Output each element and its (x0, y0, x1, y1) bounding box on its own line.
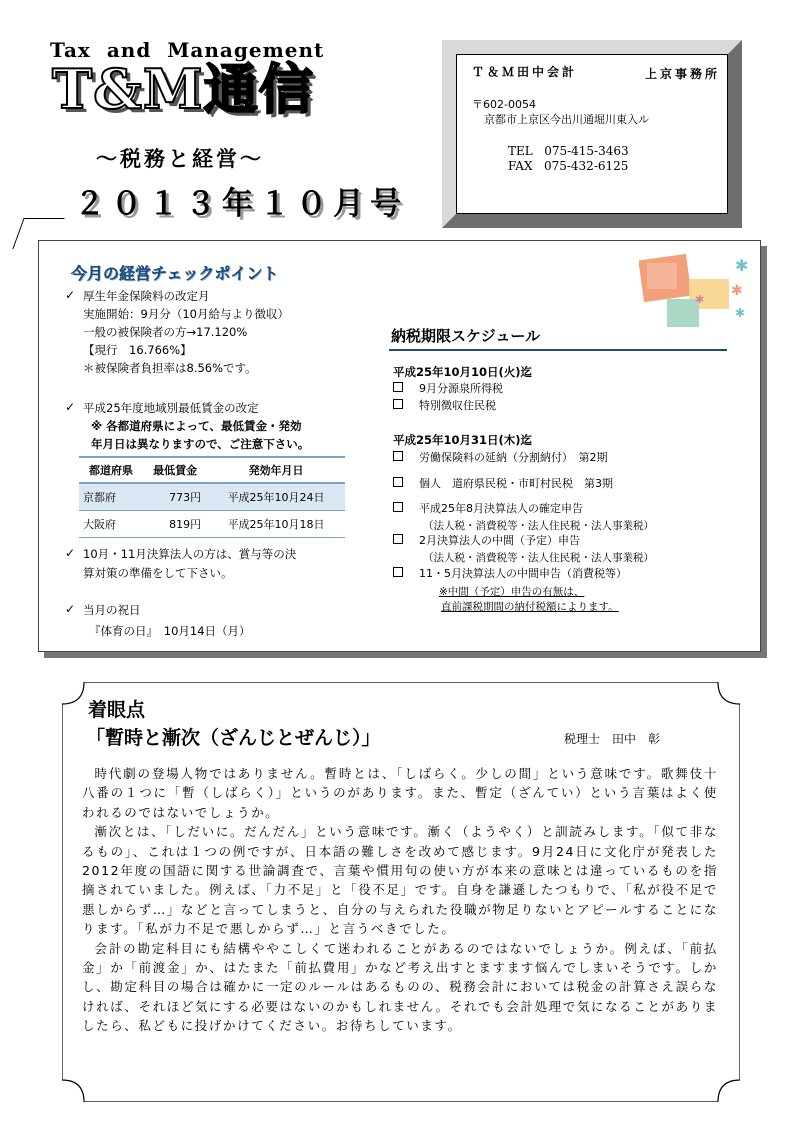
schedule-item (393, 501, 583, 516)
schedule-item (393, 533, 580, 548)
checkbox-icon (393, 477, 403, 487)
checkbox-icon (393, 567, 403, 577)
minimum-wage-table (79, 456, 345, 538)
masthead-subtitle: ～税務と経営～ (96, 146, 264, 171)
branch-name: 上京事務所 (644, 67, 720, 81)
table-header-row (79, 457, 345, 483)
checkbox-icon (393, 451, 403, 461)
pension-line: 一般の被保険者の方→17.120% (83, 325, 248, 339)
schedule-note: 直前課税期間の納付税額によります。 (441, 601, 619, 613)
issue-date: ２０１３年１０月号 (74, 186, 407, 222)
table-row (79, 483, 345, 511)
svg-text:✱: ✱ (695, 293, 705, 306)
svg-text:✱: ✱ (735, 256, 749, 275)
fax-number: 075-432-6125 (543, 159, 629, 173)
schedule-deadline: 平成25年10月31日(木)迄 (393, 433, 533, 447)
bonus-line: 算対策の準備をして下さい。 (83, 566, 233, 580)
schedule-item-label: 11・5月決算法人の中間申告（消費税等） (419, 567, 627, 580)
article-label: 着眼点 (88, 699, 146, 721)
cell-prefecture: 京都府 (79, 483, 143, 511)
table-row (79, 511, 345, 538)
svg-text:✱: ✱ (735, 306, 746, 320)
checkbox-icon (393, 534, 403, 544)
checkbox-icon (393, 502, 403, 512)
svg-text:✱: ✱ (731, 283, 743, 299)
schedule-deadline: 平成25年10月10日(火)迄 (393, 365, 533, 379)
schedule-item (393, 566, 627, 581)
cell-date: 平成25年10月18日 (207, 511, 345, 538)
holiday-head: 当月の祝日 (83, 603, 141, 617)
schedule-item-label: 9月分源泉所得税 (419, 382, 503, 395)
decorative-squares-graphic (639, 251, 754, 336)
checkpoint-box (38, 240, 761, 652)
pension-line: 【現行 16.766%】 (83, 343, 192, 357)
schedule-subnote: （法人税・消費税等・法人住民税・法人事業税） (423, 552, 654, 564)
minwage-head: 平成25年度地域別最低賃金の改定 (83, 401, 259, 415)
bonus-line: 10月・11月決算法人の方は、賞与等の決 (83, 547, 297, 561)
column-header: 最低賃金 (143, 457, 207, 483)
article-frame (62, 682, 740, 1102)
column-header: 都道府県 (79, 457, 143, 483)
schedule-item-label: 2月決算法人の中間（予定）申告 (419, 534, 580, 547)
checkmark-icon: ✓ (65, 288, 76, 302)
schedule-title: 納税期限スケジュール (391, 327, 541, 345)
pension-line: ＊被保険者負担率は8.56%です。 (83, 361, 257, 375)
article-body (82, 764, 718, 1036)
checkmark-icon: ✓ (65, 546, 76, 560)
schedule-item (393, 450, 608, 465)
article-author: 税理士 田中 彰 (564, 732, 661, 746)
cell-prefecture: 大阪府 (79, 511, 143, 538)
article-title: 「暫時と漸次（ざんじとぜんじ）」 (86, 727, 381, 749)
schedule-item-label: 特別徴収住民税 (419, 399, 496, 412)
office-contact-box (442, 40, 742, 228)
minwage-note: ※ 各都道府県によって、最低賃金・発効 (91, 419, 302, 433)
firm-name: Ｔ＆Ｍ田中会計 (472, 65, 578, 79)
tel-number: 075-415-3463 (544, 144, 629, 158)
tel-line (508, 144, 629, 158)
checkbox-icon (393, 399, 403, 409)
schedule-divider (389, 349, 727, 351)
fax-label: FAX (508, 159, 533, 173)
masthead-english-title: Tax and Management (50, 38, 325, 62)
schedule-item (393, 381, 503, 396)
tel-label: TEL (508, 144, 533, 158)
checkmark-icon: ✓ (65, 602, 76, 616)
schedule-item-label: 労働保険料の延納（分割納付） 第2期 (419, 451, 608, 464)
cell-wage: 773円 (143, 483, 207, 511)
schedule-subnote: （法人税・消費税等・法人住民税・法人事業税） (423, 520, 654, 532)
article-paragraph: 漸次とは、「しだいに。だんだん」という意味です。漸く（ようやく）と訓読みします。「似て非なるもの」、これは１つの例ですが、日本語の難しさを改めて感じます。9月24日に文化庁が発表した2012年度の国語に関する世論調査で、言葉や慣用句の使い方が本来の意味とは違っているものを指摘されていました。例えば、「力不足」と「役不足」です。自身を謙遜したつもりで、「私が役不足で悪しからず…」などと言ってしまうと、自分の与えられた役職が物足りないとアピールすることになります。「私が力不足で悪しからず…」と言うべきでした。 (82, 824, 718, 937)
address: 京都市上京区今出川通堀川東入ル (484, 113, 649, 126)
schedule-item (393, 476, 613, 491)
checkmark-icon: ✓ (65, 400, 76, 414)
holiday-line: 『体育の日』 10月14日（月） (89, 624, 251, 638)
minwage-note: 年月日は異なりますので、ご注意下さい。 (91, 437, 310, 451)
fax-line (508, 159, 628, 173)
checkbox-icon (393, 382, 403, 392)
cell-wage: 819円 (143, 511, 207, 538)
pension-line: 実施開始：9月分（10月給与より徴収） (83, 307, 289, 321)
schedule-item-label: 個人 道府県民税・市町村民税 第3期 (419, 477, 613, 490)
cell-date: 平成25年10月24日 (207, 483, 345, 511)
masthead-title: T&M通信 (52, 57, 314, 121)
article-paragraph: 会計の勘定科目にも結構ややこしくて迷われることがあるのではないでしょうか。例えば、「前払金」か「前渡金」か、はたまた「前払費用」かなど考え出すとますます悩んでしまいそうです。しかし、勘定科目の場合は確かに一定のルールはあるものの、税務会計においては税金の計算さえ誤らなければ、それほど気にする必要はないのかもしれません。それでも会計処理で気になることがありましたら、私どもに投げかけてください。お待ちしています。 (82, 940, 718, 1034)
postal-code: 〒602-0054 (472, 98, 536, 111)
column-header: 発効年月日 (207, 457, 345, 483)
schedule-item-label: 平成25年8月決算法人の確定申告 (419, 502, 583, 515)
schedule-note: ※中間（予定）申告の有無は、 (439, 586, 585, 598)
schedule-item (393, 398, 496, 413)
checkpoint-title: 今月の経営チェックポイント (71, 264, 279, 283)
pension-head: 厚生年金保険料の改定月 (83, 289, 210, 303)
article-paragraph: 時代劇の登場人物ではありません。暫時とは、「しばらく。少しの間」という意味です。歌舞伎十八番の１つに「暫（しばらく）」というのがあります。また、暫定（ざんてい）という言葉はよく使われるのではないでしょうか。 (82, 766, 718, 820)
